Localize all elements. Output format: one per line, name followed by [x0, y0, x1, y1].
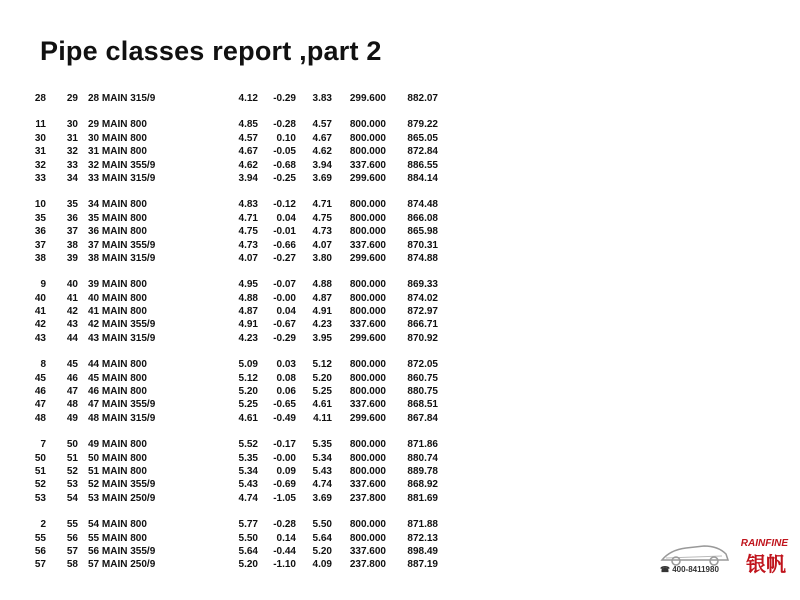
table-row — [0, 240, 800, 253]
value-1-cell: 4.61 — [238, 412, 258, 424]
pipe-name-cell: 44 MAIN 800 — [88, 359, 147, 371]
pipe-name-cell: 30 MAIN 800 — [88, 132, 147, 144]
pipe-name-cell: 45 MAIN 800 — [88, 372, 147, 384]
value-1-cell: 5.34 — [238, 465, 258, 477]
value-1-cell: 5.12 — [238, 372, 258, 384]
pipe-name-cell: 46 MAIN 800 — [88, 386, 147, 398]
value-5-cell: 872.84 — [407, 146, 438, 158]
logo-chinese-text: 银帆 — [746, 552, 786, 576]
from-node-cell: 57 — [34, 559, 46, 571]
table-row — [0, 119, 800, 132]
diameter-cell: 800.000 — [349, 119, 386, 131]
value-1-cell: 5.35 — [238, 452, 258, 464]
diameter-cell: 299.600 — [349, 252, 386, 264]
report-group — [0, 93, 800, 106]
pipe-name-cell: 28 MAIN 315/9 — [88, 93, 156, 104]
diameter-cell: 800.000 — [349, 306, 386, 318]
value-2-cell: -0.28 — [273, 119, 296, 131]
value-3-cell: 5.64 — [312, 532, 332, 544]
from-node-cell: 7 — [40, 439, 46, 451]
value-2-cell: -0.12 — [273, 199, 296, 211]
to-node-cell: 41 — [66, 292, 78, 304]
to-node-cell: 53 — [66, 479, 78, 491]
pipe-name-cell: 49 MAIN 800 — [88, 439, 147, 451]
value-1-cell: 4.95 — [238, 279, 258, 291]
value-5-cell: 865.98 — [407, 226, 438, 238]
pipe-name-cell: 29 MAIN 800 — [88, 119, 147, 131]
value-1-cell: 4.71 — [238, 212, 258, 224]
value-3-cell: 4.67 — [312, 132, 332, 144]
report-group — [0, 199, 800, 266]
to-node-cell: 56 — [66, 532, 78, 544]
from-node-cell: 46 — [34, 386, 46, 398]
value-3-cell: 4.62 — [312, 146, 332, 158]
value-3-cell: 3.69 — [312, 492, 332, 504]
diameter-cell: 800.000 — [349, 279, 386, 291]
pipe-name-cell: 51 MAIN 800 — [88, 465, 147, 477]
from-node-cell: 32 — [34, 159, 46, 171]
table-row — [0, 466, 800, 479]
value-1-cell: 4.62 — [238, 159, 258, 171]
to-node-cell: 54 — [66, 492, 78, 504]
value-5-cell: 898.49 — [407, 545, 438, 557]
value-3-cell: 4.23 — [312, 319, 332, 331]
value-3-cell: 5.34 — [312, 452, 332, 464]
to-node-cell: 48 — [66, 399, 78, 411]
to-node-cell: 35 — [66, 199, 78, 211]
pipe-name-cell: 50 MAIN 800 — [88, 452, 147, 464]
value-5-cell: 865.05 — [407, 132, 438, 144]
value-3-cell: 4.88 — [312, 279, 332, 291]
pipe-name-cell: 57 MAIN 250/9 — [88, 559, 156, 571]
value-1-cell: 4.74 — [238, 492, 258, 504]
value-2-cell: -0.27 — [273, 252, 296, 264]
table-row — [0, 226, 800, 239]
value-1-cell: 4.67 — [238, 146, 258, 158]
diameter-cell: 800.000 — [349, 292, 386, 304]
diameter-cell: 800.000 — [349, 386, 386, 398]
value-2-cell: 0.06 — [276, 386, 296, 398]
table-row — [0, 199, 800, 212]
from-node-cell: 48 — [34, 412, 46, 424]
value-1-cell: 5.20 — [238, 559, 258, 571]
value-1-cell: 5.25 — [238, 399, 258, 411]
value-5-cell: 871.86 — [407, 439, 438, 451]
table-row — [0, 333, 800, 346]
diameter-cell: 237.800 — [349, 492, 386, 504]
pipe-name-cell: 34 MAIN 800 — [88, 199, 147, 211]
table-row — [0, 413, 800, 426]
car-silhouette-icon — [660, 538, 730, 568]
to-node-cell: 42 — [66, 306, 78, 318]
table-row — [0, 160, 800, 173]
diameter-cell: 800.000 — [349, 452, 386, 464]
to-node-cell: 31 — [66, 132, 78, 144]
table-row — [0, 306, 800, 319]
from-node-cell: 9 — [40, 279, 46, 291]
value-1-cell: 5.77 — [238, 519, 258, 531]
value-1-cell: 4.87 — [238, 306, 258, 318]
to-node-cell: 34 — [66, 172, 78, 184]
to-node-cell: 55 — [66, 519, 78, 531]
diameter-cell: 800.000 — [349, 146, 386, 158]
value-5-cell: 868.92 — [407, 479, 438, 491]
pipe-name-cell: 36 MAIN 800 — [88, 226, 147, 238]
value-5-cell: 867.84 — [407, 412, 438, 424]
report-group — [0, 279, 800, 346]
to-node-cell: 39 — [66, 252, 78, 264]
from-node-cell: 2 — [40, 519, 46, 531]
table-row — [0, 359, 800, 372]
value-5-cell: 871.88 — [407, 519, 438, 531]
value-1-cell: 5.43 — [238, 479, 258, 491]
value-3-cell: 5.20 — [312, 545, 332, 557]
diameter-cell: 337.600 — [349, 319, 386, 331]
from-node-cell: 35 — [34, 212, 46, 224]
value-2-cell: -0.67 — [273, 319, 296, 331]
value-2-cell: 0.14 — [276, 532, 296, 544]
report-group — [0, 359, 800, 426]
diameter-cell: 337.600 — [349, 159, 386, 171]
value-3-cell: 3.94 — [312, 159, 332, 171]
table-row — [0, 213, 800, 226]
table-row — [0, 133, 800, 146]
pipe-name-cell: 56 MAIN 355/9 — [88, 545, 156, 557]
pipe-name-cell: 38 MAIN 315/9 — [88, 252, 156, 264]
table-row — [0, 319, 800, 332]
value-2-cell: -0.00 — [273, 452, 296, 464]
value-3-cell: 4.74 — [312, 479, 332, 491]
diameter-cell: 337.600 — [349, 399, 386, 411]
value-5-cell: 872.05 — [407, 359, 438, 371]
page-title: Pipe classes report ,part 2 — [40, 36, 382, 66]
pipe-name-cell: 39 MAIN 800 — [88, 279, 147, 291]
value-5-cell: 879.22 — [407, 119, 438, 131]
value-5-cell: 872.97 — [407, 306, 438, 318]
pipe-name-cell: 35 MAIN 800 — [88, 212, 147, 224]
diameter-cell: 800.000 — [349, 465, 386, 477]
table-row — [0, 146, 800, 159]
from-node-cell: 42 — [34, 319, 46, 331]
table-row — [0, 173, 800, 186]
pipe-name-cell: 33 MAIN 315/9 — [88, 172, 156, 184]
value-1-cell: 5.64 — [238, 545, 258, 557]
value-5-cell: 860.75 — [407, 372, 438, 384]
to-node-cell: 38 — [66, 239, 78, 251]
value-2-cell: -0.49 — [273, 412, 296, 424]
pipe-report-table — [0, 93, 800, 586]
to-node-cell: 36 — [66, 212, 78, 224]
value-3-cell: 4.73 — [312, 226, 332, 238]
value-2-cell: 0.10 — [276, 132, 296, 144]
value-5-cell: 870.31 — [407, 239, 438, 251]
value-1-cell: 4.57 — [238, 132, 258, 144]
to-node-cell: 49 — [66, 412, 78, 424]
table-row — [0, 373, 800, 386]
from-node-cell: 43 — [34, 332, 46, 344]
from-node-cell: 56 — [34, 545, 46, 557]
table-row — [0, 93, 800, 106]
pipe-name-cell: 42 MAIN 355/9 — [88, 319, 156, 331]
diameter-cell: 299.600 — [349, 93, 386, 104]
value-3-cell: 4.71 — [312, 199, 332, 211]
diameter-cell: 337.600 — [349, 239, 386, 251]
value-2-cell: -0.29 — [273, 332, 296, 344]
value-1-cell: 4.23 — [238, 332, 258, 344]
diameter-cell: 299.600 — [349, 412, 386, 424]
diameter-cell: 800.000 — [349, 359, 386, 371]
pipe-name-cell: 54 MAIN 800 — [88, 519, 147, 531]
to-node-cell: 57 — [66, 545, 78, 557]
table-row — [0, 479, 800, 492]
from-node-cell: 37 — [34, 239, 46, 251]
pipe-name-cell: 47 MAIN 355/9 — [88, 399, 156, 411]
diameter-cell: 337.600 — [349, 545, 386, 557]
value-3-cell: 3.69 — [312, 172, 332, 184]
value-5-cell: 881.69 — [407, 492, 438, 504]
value-2-cell: -0.05 — [273, 146, 296, 158]
value-3-cell: 4.87 — [312, 292, 332, 304]
logo-phone: ☎ 400-8411980 — [660, 565, 719, 574]
value-2-cell: 0.08 — [276, 372, 296, 384]
to-node-cell: 40 — [66, 279, 78, 291]
value-2-cell: -0.28 — [273, 519, 296, 531]
value-2-cell: -0.44 — [273, 545, 296, 557]
table-row — [0, 386, 800, 399]
value-2-cell: 0.04 — [276, 212, 296, 224]
value-3-cell: 5.25 — [312, 386, 332, 398]
value-2-cell: -1.05 — [273, 492, 296, 504]
from-node-cell: 47 — [34, 399, 46, 411]
pipe-name-cell: 31 MAIN 800 — [88, 146, 147, 158]
diameter-cell: 299.600 — [349, 332, 386, 344]
from-node-cell: 52 — [34, 479, 46, 491]
value-1-cell: 5.20 — [238, 386, 258, 398]
value-1-cell: 3.94 — [238, 172, 258, 184]
value-1-cell: 4.12 — [238, 93, 258, 104]
pipe-name-cell: 53 MAIN 250/9 — [88, 492, 156, 504]
value-3-cell: 5.35 — [312, 439, 332, 451]
pipe-name-cell: 48 MAIN 315/9 — [88, 412, 156, 424]
value-5-cell: 874.88 — [407, 252, 438, 264]
to-node-cell: 37 — [66, 226, 78, 238]
from-node-cell: 45 — [34, 372, 46, 384]
company-logo — [660, 538, 792, 578]
value-3-cell: 4.91 — [312, 306, 332, 318]
value-2-cell: -1.10 — [273, 559, 296, 571]
to-node-cell: 47 — [66, 386, 78, 398]
from-node-cell: 40 — [34, 292, 46, 304]
table-row — [0, 519, 800, 532]
to-node-cell: 58 — [66, 559, 78, 571]
table-row — [0, 453, 800, 466]
report-group — [0, 119, 800, 186]
from-node-cell: 55 — [34, 532, 46, 544]
diameter-cell: 800.000 — [349, 532, 386, 544]
value-5-cell: 880.75 — [407, 386, 438, 398]
from-node-cell: 41 — [34, 306, 46, 318]
logo-brand-text: RAINFINE — [740, 538, 788, 549]
report-group — [0, 439, 800, 506]
value-5-cell: 872.13 — [407, 532, 438, 544]
value-5-cell: 866.71 — [407, 319, 438, 331]
to-node-cell: 33 — [66, 159, 78, 171]
value-5-cell: 887.19 — [407, 559, 438, 571]
to-node-cell: 30 — [66, 119, 78, 131]
diameter-cell: 800.000 — [349, 132, 386, 144]
value-2-cell: 0.04 — [276, 306, 296, 318]
to-node-cell: 51 — [66, 452, 78, 464]
value-3-cell: 4.61 — [312, 399, 332, 411]
diameter-cell: 800.000 — [349, 439, 386, 451]
value-2-cell: -0.07 — [273, 279, 296, 291]
to-node-cell: 45 — [66, 359, 78, 371]
value-1-cell: 4.75 — [238, 226, 258, 238]
from-node-cell: 30 — [34, 132, 46, 144]
value-1-cell: 4.07 — [238, 252, 258, 264]
value-1-cell: 4.83 — [238, 199, 258, 211]
value-3-cell: 3.95 — [312, 332, 332, 344]
from-node-cell: 50 — [34, 452, 46, 464]
value-5-cell: 884.14 — [407, 172, 438, 184]
value-2-cell: -0.69 — [273, 479, 296, 491]
table-row — [0, 293, 800, 306]
diameter-cell: 337.600 — [349, 479, 386, 491]
value-3-cell: 3.80 — [312, 252, 332, 264]
value-5-cell: 869.33 — [407, 279, 438, 291]
value-2-cell: -0.00 — [273, 292, 296, 304]
value-3-cell: 4.75 — [312, 212, 332, 224]
diameter-cell: 299.600 — [349, 172, 386, 184]
from-node-cell: 31 — [34, 146, 46, 158]
value-1-cell: 5.52 — [238, 439, 258, 451]
from-node-cell: 36 — [34, 226, 46, 238]
value-5-cell: 868.51 — [407, 399, 438, 411]
pipe-name-cell: 52 MAIN 355/9 — [88, 479, 156, 491]
pipe-name-cell: 40 MAIN 800 — [88, 292, 147, 304]
value-5-cell: 886.55 — [407, 159, 438, 171]
diameter-cell: 800.000 — [349, 199, 386, 211]
to-node-cell: 46 — [66, 372, 78, 384]
value-2-cell: -0.25 — [273, 172, 296, 184]
value-5-cell: 874.48 — [407, 199, 438, 211]
value-5-cell: 889.78 — [407, 465, 438, 477]
pipe-name-cell: 37 MAIN 355/9 — [88, 239, 156, 251]
value-5-cell: 870.92 — [407, 332, 438, 344]
to-node-cell: 29 — [66, 93, 78, 104]
to-node-cell: 44 — [66, 332, 78, 344]
value-2-cell: 0.03 — [276, 359, 296, 371]
from-node-cell: 28 — [34, 93, 46, 104]
diameter-cell: 800.000 — [349, 212, 386, 224]
value-3-cell: 5.50 — [312, 519, 332, 531]
value-1-cell: 5.09 — [238, 359, 258, 371]
from-node-cell: 10 — [34, 199, 46, 211]
value-2-cell: 0.09 — [276, 465, 296, 477]
pipe-name-cell: 32 MAIN 355/9 — [88, 159, 156, 171]
to-node-cell: 50 — [66, 439, 78, 451]
diameter-cell: 800.000 — [349, 226, 386, 238]
table-row — [0, 439, 800, 452]
value-2-cell: -0.17 — [273, 439, 296, 451]
value-3-cell: 4.11 — [313, 412, 332, 424]
from-node-cell: 11 — [35, 119, 46, 131]
value-5-cell: 866.08 — [407, 212, 438, 224]
value-3-cell: 5.20 — [312, 372, 332, 384]
from-node-cell: 51 — [34, 465, 46, 477]
value-2-cell: -0.01 — [273, 226, 296, 238]
to-node-cell: 43 — [66, 319, 78, 331]
diameter-cell: 237.800 — [349, 559, 386, 571]
value-3-cell: 4.57 — [312, 119, 332, 131]
value-3-cell: 5.12 — [312, 359, 332, 371]
to-node-cell: 32 — [66, 146, 78, 158]
to-node-cell: 52 — [66, 465, 78, 477]
value-1-cell: 4.73 — [238, 239, 258, 251]
pipe-name-cell: 55 MAIN 800 — [88, 532, 147, 544]
diameter-cell: 800.000 — [349, 519, 386, 531]
value-2-cell: -0.29 — [273, 93, 296, 104]
from-node-cell: 8 — [40, 359, 46, 371]
value-3-cell: 4.07 — [312, 239, 332, 251]
diameter-cell: 800.000 — [349, 372, 386, 384]
value-5-cell: 882.07 — [407, 93, 438, 104]
table-row — [0, 253, 800, 266]
value-3-cell: 4.09 — [312, 559, 332, 571]
table-row — [0, 399, 800, 412]
table-row — [0, 493, 800, 506]
value-5-cell: 880.74 — [407, 452, 438, 464]
from-node-cell: 53 — [34, 492, 46, 504]
table-row — [0, 279, 800, 292]
from-node-cell: 38 — [34, 252, 46, 264]
value-2-cell: -0.65 — [273, 399, 296, 411]
pipe-name-cell: 43 MAIN 315/9 — [88, 332, 156, 344]
value-1-cell: 4.91 — [238, 319, 258, 331]
value-1-cell: 5.50 — [238, 532, 258, 544]
from-node-cell: 33 — [34, 172, 46, 184]
value-3-cell: 3.83 — [312, 93, 332, 104]
value-2-cell: -0.68 — [273, 159, 296, 171]
value-5-cell: 874.02 — [407, 292, 438, 304]
value-3-cell: 5.43 — [312, 465, 332, 477]
value-1-cell: 4.85 — [238, 119, 258, 131]
pipe-name-cell: 41 MAIN 800 — [88, 306, 147, 318]
value-2-cell: -0.66 — [273, 239, 296, 251]
value-1-cell: 4.88 — [238, 292, 258, 304]
